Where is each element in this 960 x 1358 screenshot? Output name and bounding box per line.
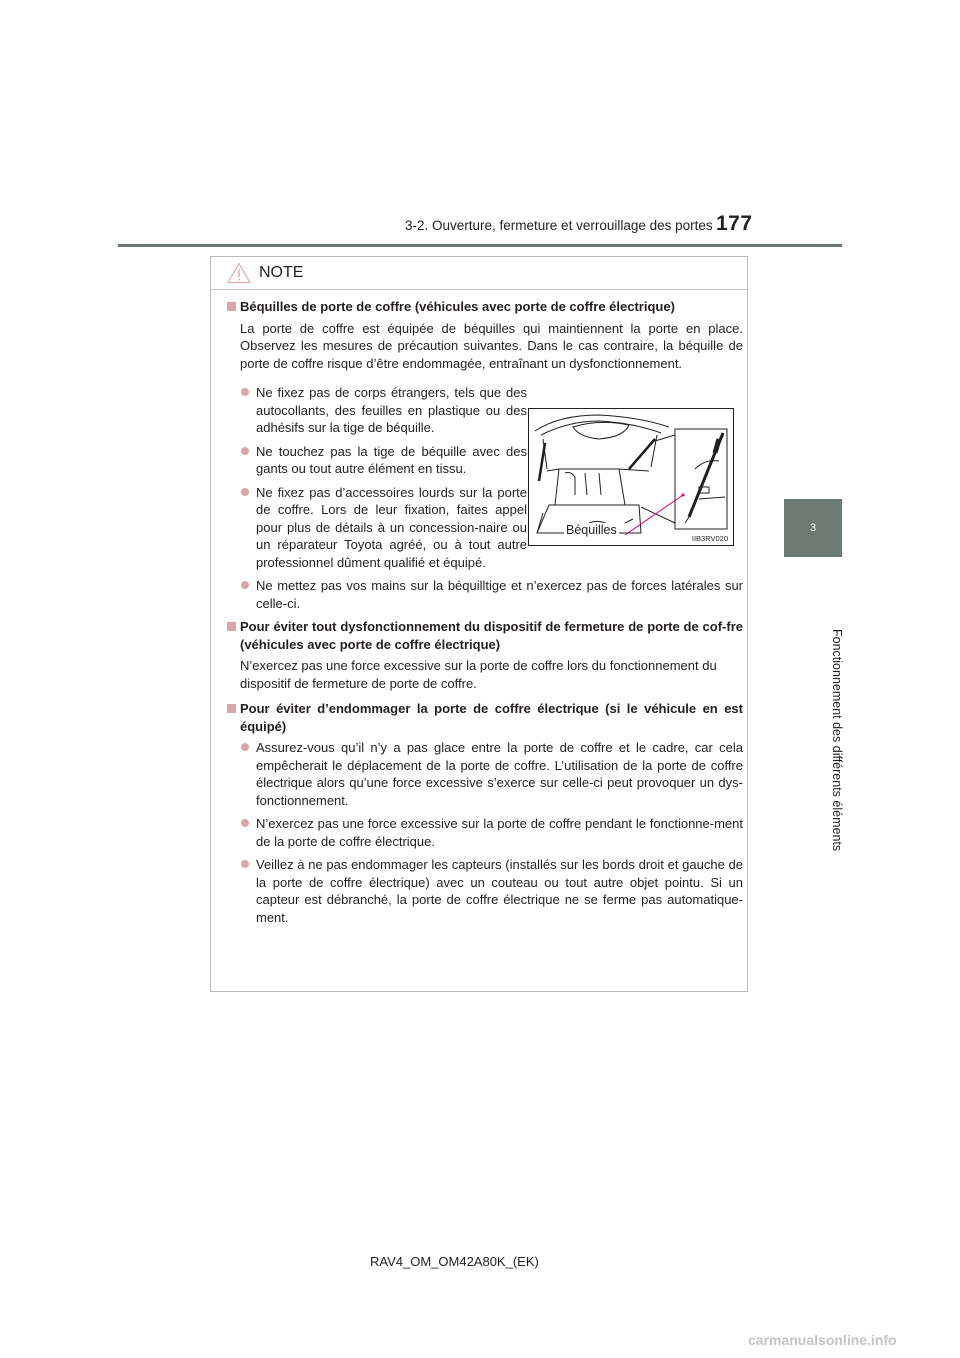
- circle-bullet-icon: [241, 819, 249, 827]
- chapter-tab: [784, 499, 842, 557]
- section-paragraph-closer: N’exercez pas une force excessive sur la porte de coffre lors du fonctionnement du dispositif de fermeture de porte de coffre.: [240, 658, 717, 691]
- tailgate-strut-figure: [528, 408, 734, 546]
- circle-bullet-icon: [241, 388, 249, 396]
- circle-bullet-icon: [241, 447, 249, 455]
- circle-bullet-icon: [241, 488, 249, 496]
- figure-code: IIB3RV020: [691, 534, 728, 543]
- note-header: [211, 257, 747, 290]
- list-item: Ne fixez pas de corps étrangers, tels que des autocollants, des feuilles en plastique ou des adhésifs sur la tige de béquille.: [227, 384, 527, 437]
- figure-label-struts: Béquilles: [566, 523, 617, 537]
- list-item: Assurez-vous qu’il n’y a pas glace entre la porte de coffre et le cadre, car cela empêcherait le déplacement de la porte de coffre. L’utilisation de la porte de coffre électrique alors qu’une force excessive s’exerce sur celle-ci peut provoquer un dys-fonctionnement.: [227, 739, 743, 809]
- list-item: Ne mettez pas vos mains sur la béquilltige et n’exercez pas de forces latérales sur celle-ci.: [227, 577, 743, 612]
- tailgate-strut-illustration: [529, 409, 733, 545]
- list-item: Veillez à ne pas endommager les capteurs (installés sur les bords droit et gauche de la porte de coffre électrique) avec un couteau ou tout autre objet pointu. Si un capteur est débranché, la porte de coffre électrique ne se ferme pas automatique-ment.: [227, 856, 743, 926]
- header-rule: [118, 244, 842, 247]
- section-paragraph-struts: La porte de coffre est équipée de béquilles qui maintiennent la porte en place. Observez les mesures de précaution suivantes. Dans le cas contraire, la béquille de porte de coffre risque d’être endommagée, entraînant un dysfonctionnement.: [240, 320, 743, 371]
- note-box: [210, 256, 748, 992]
- warning-triangle-icon: [227, 262, 251, 284]
- circle-bullet-icon: [241, 860, 249, 868]
- watermark: carmanualsonline.info: [748, 1332, 897, 1348]
- section-heading-power-door: Pour éviter d’endommager la porte de coffre électrique (si le véhicule en est équipé): [227, 700, 743, 735]
- list-item: Ne touchez pas la tige de béquille avec des gants ou tout autre élément en tissu.: [227, 443, 527, 478]
- section-heading-closer: Pour éviter tout dysfonctionnement du dispositif de fermeture de porte de cof-fre (véhicules avec porte de coffre électrique): [227, 618, 743, 653]
- page-number: 177: [716, 212, 753, 235]
- circle-bullet-icon: [241, 581, 249, 589]
- square-bullet-icon: [227, 704, 236, 713]
- chapter-title-vertical: Fonctionnement des différents éléments: [830, 628, 844, 852]
- list-item: N’exercez pas une force excessive sur la porte de coffre pendant le fonctionne-ment de la porte de coffre électrique.: [227, 815, 743, 850]
- note-content: [227, 298, 743, 932]
- note-title: NOTE: [259, 264, 304, 281]
- chapter-number: 3: [809, 522, 817, 534]
- section-heading-struts: Béquilles de porte de coffre (véhicules avec porte de coffre électrique): [227, 298, 743, 316]
- header-section-title: 3-2. Ouverture, fermeture et verrouillage des portes: [405, 218, 713, 233]
- footer-model-code: RAV4_OM_OM42A80K_(EK): [370, 1254, 539, 1269]
- square-bullet-icon: [227, 622, 236, 631]
- square-bullet-icon: [227, 302, 236, 311]
- circle-bullet-icon: [241, 743, 249, 751]
- list-item: Ne fixez pas d’accessoires lourds sur la porte de coffre. Lors de leur fixation, faites appel pour plus de détails à un concession-naire ou un réparateur Toyota agréé, ou à tout autre professionnel dûment qualifié et équipé.: [227, 484, 527, 572]
